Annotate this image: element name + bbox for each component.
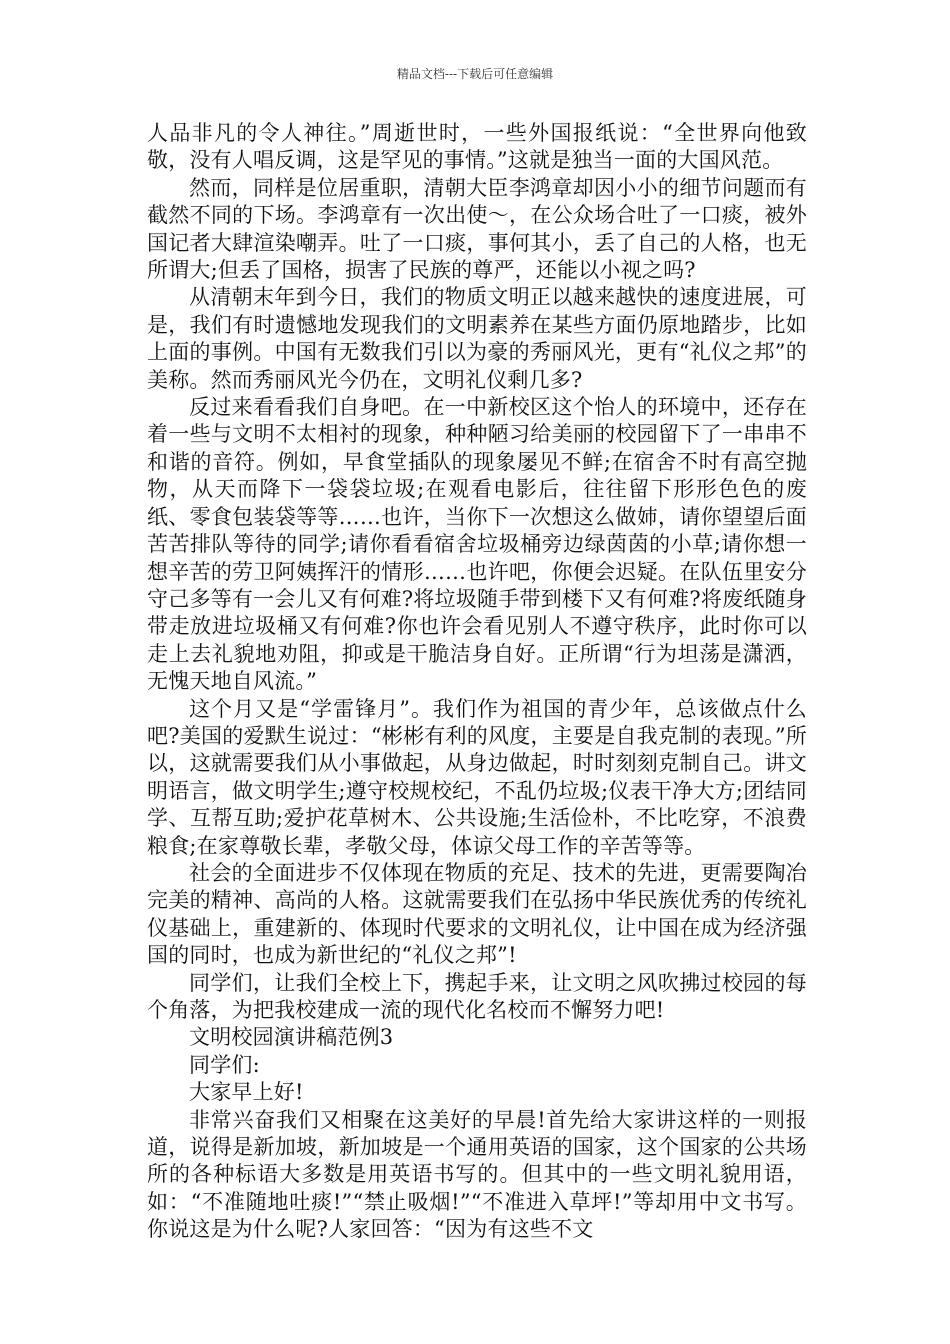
paragraph-8: 非常兴奋我们又相聚在这美好的早晨!首先给大家讲这样的一则报道，说得是新加坡，新加坡是一个通用英语的国家，这个国家的公共场所的各种标语大多数是用英语书写的。但其中的一些文明礼貌用语，如：“不准随地吐痰!”“禁止吸烟!”“不准进入草坪!”等却用中文书写。你说这是为什么呢?人家回答：“因为有这些不文 <box>147 1107 807 1242</box>
paragraph-3: 从清朝末年到今日，我们的物质文明正以越来越快的速度进展，可是，我们有时遗憾地发现我们的文明素养在某些方面仍原地踏步，比如上面的事例。中国有无数我们引以为豪的秀丽风光，更有“礼仪之邦”的美称。然而秀丽风光今仍在，文明礼仪剩几多? <box>147 285 807 392</box>
greeting: 大家早上好! <box>189 1080 304 1105</box>
paragraph-1: 人品非凡的令人神往。”周逝世时，一些外国报纸说：“全世界向他致敬，没有人唱反调，这是罕见的事情。”这就是独当一面的大国风范。 <box>147 121 807 173</box>
paragraph-4: 反过来看看我们自身吧。在一中新校区这个怡人的环境中，还存在着一些与文明不太相衬的现象，种种陋习给美丽的校园留下了一串串不和谐的音符。例如，早食堂插队的现象屡见不鲜;在宿舍不时有高空抛物，从天而降下一袋袋垃圾;在观看电影后，往往留下形形色色的废纸、零食包装袋等等……也许，当你下一次想这么做姉，请你望望后面苦苦排队等待的同学;请你看看宿舍垃圾桶旁边绿茵茵的小草;请你想一想辛苦的劳卫阿姨挥汗的情形……也许吧，你便会迟疑。在队伍里安分守己多等有一会儿又有何难?将垃圾随手带到楼下又有何难?将废纸随身带走放进垃圾桶又有何难?你也许会看见别人不遵守秩序，此时你可以走上去礼貌地劝阻，抑或是干脆洁身自好。正所谓“行为坦荡是潇洒，无愧天地自风流。” <box>147 395 807 694</box>
page-header: 精品文档---下载后可任意编辑 <box>396 67 554 81</box>
section-title: 文明校园演讲稿范例3 <box>189 1025 394 1050</box>
salutation: 同学们: <box>189 1052 260 1077</box>
paragraph-2: 然而，同样是位居重职，清朝大臣李鸿章却因小小的细节问题而有截然不同的下场。李鸿章有一次出使～，在公众场合吐了一口痰，被外国记者大肆渲染嘲弄。吐了一口痰，事何其小，丢了自己的人格，也无所谓大;但丢了国格，损害了民族的尊严，还能以小视之吗? <box>147 175 807 283</box>
paragraph-5: 这个月又是“学雷锋月”。我们作为祖国的青少年，总该做点什么吧?美国的爱默生说过：“彬彬有利的风度，主要是自我克制的表现。”所以，这就需要我们从小事做起，从身边做起，时时刻刻克制自己。讲文明语言，做文明学生;遵守校规校纪，不乱仍垃圾;仪表干净大方;团结同学、互帮互助;爱护花草树木、公共设施;生活俭朴，不比吃穿，不浪费粮食;在家尊敬长辈，孝敬父母，体谅父母工作的辛苦等等。 <box>147 696 807 858</box>
paragraph-6: 社会的全面进步不仅体现在物质的充足、技术的先进，更需要陶冶完美的精神、高尚的人格。这就需要我们在弘扬中华民族优秀的传统礼仪基础上，重建新的、体现时代要求的文明礼仪，让中国在成为经济强国的同时，也成为新世纪的“礼仪之邦”! <box>147 860 807 968</box>
document-body <box>147 120 807 1244</box>
paragraph-7: 同学们，让我们全校上下，携起手来，让文明之风吹拂过校园的每个角落，为把我校建成一流的现代化名校而不懈努力吧! <box>147 970 807 1022</box>
